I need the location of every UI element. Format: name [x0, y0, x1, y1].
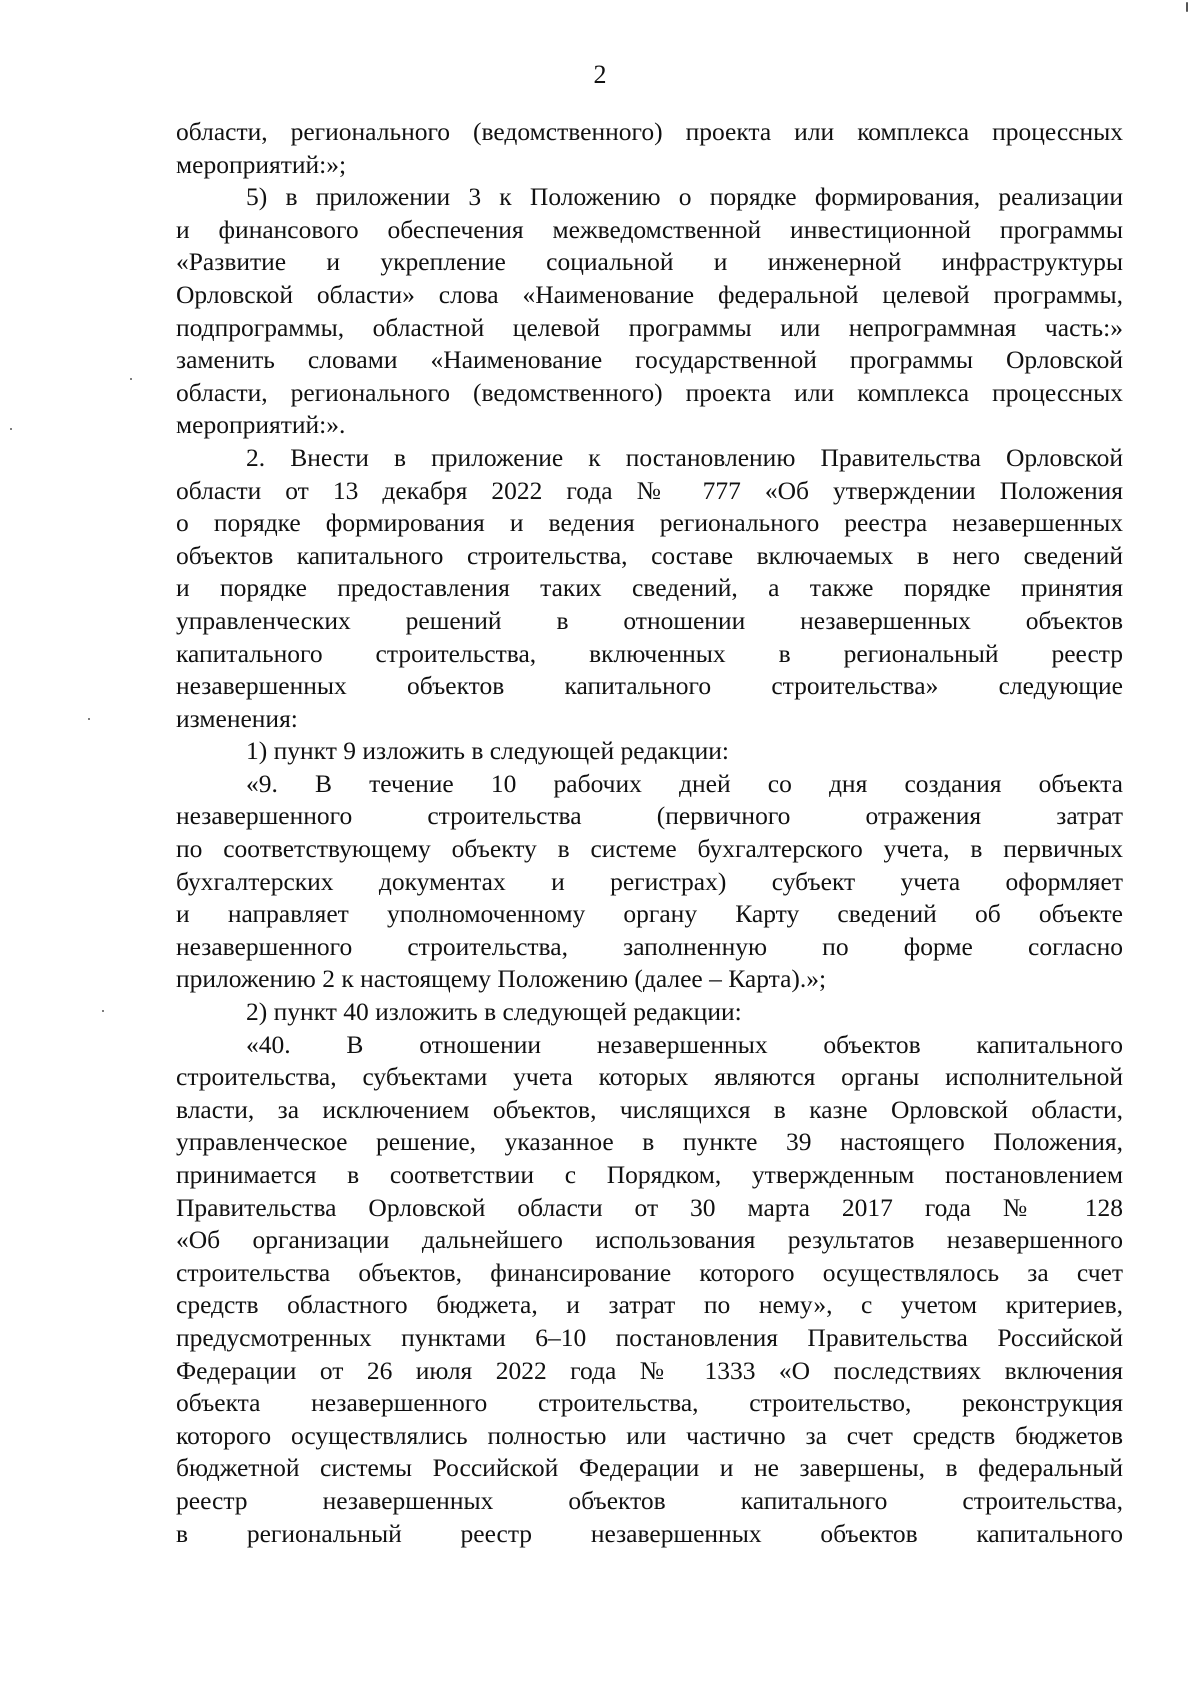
text-line: принимается в соответствии с Порядком, утвержденным постановлением	[176, 1160, 1123, 1189]
text-line: бухгалтерских документах и регистрах) субъект учета оформляет	[176, 866, 1123, 896]
text-line: власти, за исключением объектов, числящихся в казне Орловской области,	[176, 1094, 1123, 1124]
text-line: бюджетной системы Российской Федерации и не завершены, в федеральный	[176, 1453, 1123, 1483]
text-line: «40. В отношении незавершенных объектов капитального	[246, 1029, 1123, 1059]
text-line: Правительства Орловской области от 30 марта 2017 года № 128	[176, 1192, 1123, 1222]
text-line: 2) пункт 40 изложить в следующей редакции:	[246, 997, 742, 1027]
scan-speck	[130, 378, 132, 380]
text-line: «Об организации дальнейшего использования результатов незавершенного	[176, 1225, 1123, 1255]
text-line: «9. В течение 10 рабочих дней со дня создания объекта	[246, 768, 1123, 798]
text-line: управленческое решение, указанное в пункте 39 настоящего Положения,	[176, 1127, 1123, 1157]
text-line: которого осуществлялись полностью или частично за счет средств бюджетов	[176, 1420, 1123, 1450]
text-line: управленческих решений в отношении незавершенных объектов	[176, 605, 1123, 635]
text-line: области от 13 декабря 2022 года № 777 «Об утверждении Положения	[176, 475, 1123, 505]
text-line: средств областного бюджета, и затрат по нему», с учетом критериев,	[176, 1290, 1123, 1320]
text-line: Орловской области» слова «Наименование федеральной целевой программы,	[176, 279, 1123, 309]
text-line: мероприятий:»;	[176, 149, 347, 179]
text-line: и направляет уполномоченному органу Карту сведений об объекте	[176, 899, 1123, 929]
text-line: Федерации от 26 июля 2022 года № 1333 «О последствиях включения	[176, 1355, 1123, 1385]
text-line: изменения:	[176, 703, 298, 733]
text-line: строительства, субъектами учета которых являются органы исполнительной	[176, 1062, 1123, 1092]
text-line: области, регионального (ведомственного) проекта или комплекса процессных	[176, 117, 1123, 146]
text-line: и порядке предоставления таких сведений, а также порядке принятия	[176, 573, 1123, 603]
text-line: 5) в приложении 3 к Положению о порядке формирования, реализации	[246, 182, 1123, 212]
page-number: 2	[593, 60, 607, 89]
text-line: реестр незавершенных объектов капитального строительства,	[176, 1485, 1123, 1515]
text-line: объектов капитального строительства, составе включаемых в него сведений	[176, 540, 1123, 570]
text-line: незавершенного строительства, заполненную по форме согласно	[176, 931, 1123, 961]
scan-speck	[102, 1010, 104, 1012]
text-line: 1) пункт 9 изложить в следующей редакции:	[246, 736, 729, 766]
text-line: незавершенного строительства (первичного отражения затрат	[176, 801, 1123, 831]
text-line: в региональный реестр незавершенных объектов капитального	[176, 1518, 1123, 1548]
text-line: и финансового обеспечения межведомственной инвестиционной программы	[176, 214, 1123, 244]
text-line: «Развитие и укрепление социальной и инженерной инфраструктуры	[176, 247, 1123, 277]
text-line: о порядке формирования и ведения регионального реестра незавершенных	[176, 508, 1123, 538]
text-line: объекта незавершенного строительства, строительство, реконструкция	[176, 1388, 1123, 1418]
text-line: мероприятий:».	[176, 410, 346, 440]
document-body	[176, 116, 1123, 1550]
text-line: капитального строительства, включенных в региональный реестр	[176, 638, 1123, 668]
scan-speck	[88, 718, 90, 720]
text-line: предусмотренных пунктами 6–10 постановления Правительства Российской	[176, 1322, 1123, 1352]
text-line: области, регионального (ведомственного) проекта или комплекса процессных	[176, 377, 1123, 407]
scan-speck	[10, 428, 12, 430]
scan-mark	[1186, 2, 1188, 12]
text-line: 2. Внести в приложение к постановлению Правительства Орловской	[246, 442, 1123, 472]
text-line: по соответствующему объекту в системе бухгалтерского учета, в первичных	[176, 834, 1123, 864]
text-line: строительства объектов, финансирование которого осуществлялось за счет	[176, 1257, 1123, 1287]
text-line: незавершенных объектов капитального строительства» следующие	[176, 671, 1123, 701]
text-line: подпрограммы, областной целевой программы или непрограммная часть:»	[176, 312, 1123, 342]
text-line: приложению 2 к настоящему Положению (далее – Карта).»;	[176, 964, 827, 994]
text-line: заменить словами «Наименование государственной программы Орловской	[176, 345, 1123, 375]
